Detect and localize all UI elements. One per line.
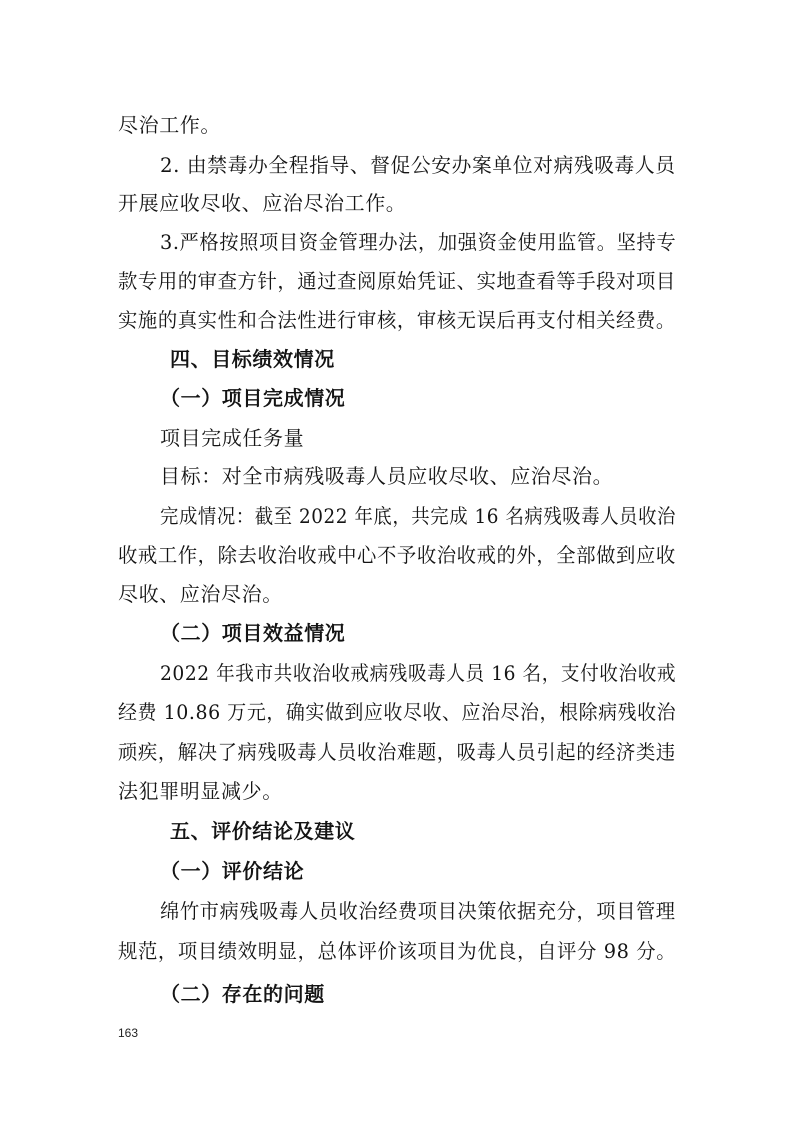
body-text-line: 收戒工作，除去收治收戒中心不予收治收戒的外，全部做到应收 bbox=[118, 543, 676, 567]
body-text-line: 尽治工作。 bbox=[118, 113, 221, 137]
body-text-line: 经费 10.86 万元，确实做到应收尽收、应治尽治，根除病残收治 bbox=[118, 700, 677, 724]
page-number: 163 bbox=[118, 1026, 139, 1040]
body-text-line: 顽疾，解决了病残吸毒人员收治难题，吸毒人员引起的经济类违 bbox=[118, 740, 676, 764]
body-text-line: 规范，项目绩效明显，总体评价该项目为优良，自评分 98 分。 bbox=[118, 939, 677, 963]
body-text-line: 法犯罪明显减少。 bbox=[118, 779, 283, 803]
section-heading-4: 四、目标绩效情况 bbox=[170, 347, 335, 371]
body-text-line: 项目完成任务量 bbox=[160, 426, 305, 450]
body-text-line: 完成情况：截至 2022 年底，共完成 16 名病残吸毒人员收治 bbox=[160, 504, 676, 528]
body-text-line: 开展应收尽收、应治尽治工作。 bbox=[118, 191, 407, 215]
body-text-line: 目标：对全市病残吸毒人员应收尽收、应治尽治。 bbox=[160, 464, 614, 488]
list-item-2: 2. 由禁毒办全程指导、督促公安办案单位对病残吸毒人员 bbox=[160, 153, 676, 177]
subsection-heading: （二）存在的问题 bbox=[160, 982, 325, 1006]
subsection-heading: （一）项目完成情况 bbox=[160, 386, 346, 410]
body-text-line: 2022 年我市共收治收戒病残吸毒人员 16 名，支付收治收戒 bbox=[160, 661, 677, 685]
body-text-line: 尽收、应治尽治。 bbox=[118, 582, 283, 606]
body-text-line: 绵竹市病残吸毒人员收治经费项目决策依据充分，项目管理 bbox=[160, 899, 676, 923]
body-text-line: 实施的真实性和合法性进行审核，审核无误后再支付相关经费。 bbox=[118, 308, 676, 332]
list-item-3: 3.严格按照项目资金管理办法，加强资金使用监管。坚持专 bbox=[160, 230, 677, 254]
subsection-heading: （二）项目效益情况 bbox=[160, 621, 346, 645]
subsection-heading: （一）评价结论 bbox=[160, 859, 305, 883]
body-text-line: 款专用的审查方针，通过查阅原始凭证、实地查看等手段对项目 bbox=[118, 269, 676, 293]
section-heading-5: 五、评价结论及建议 bbox=[170, 819, 356, 843]
